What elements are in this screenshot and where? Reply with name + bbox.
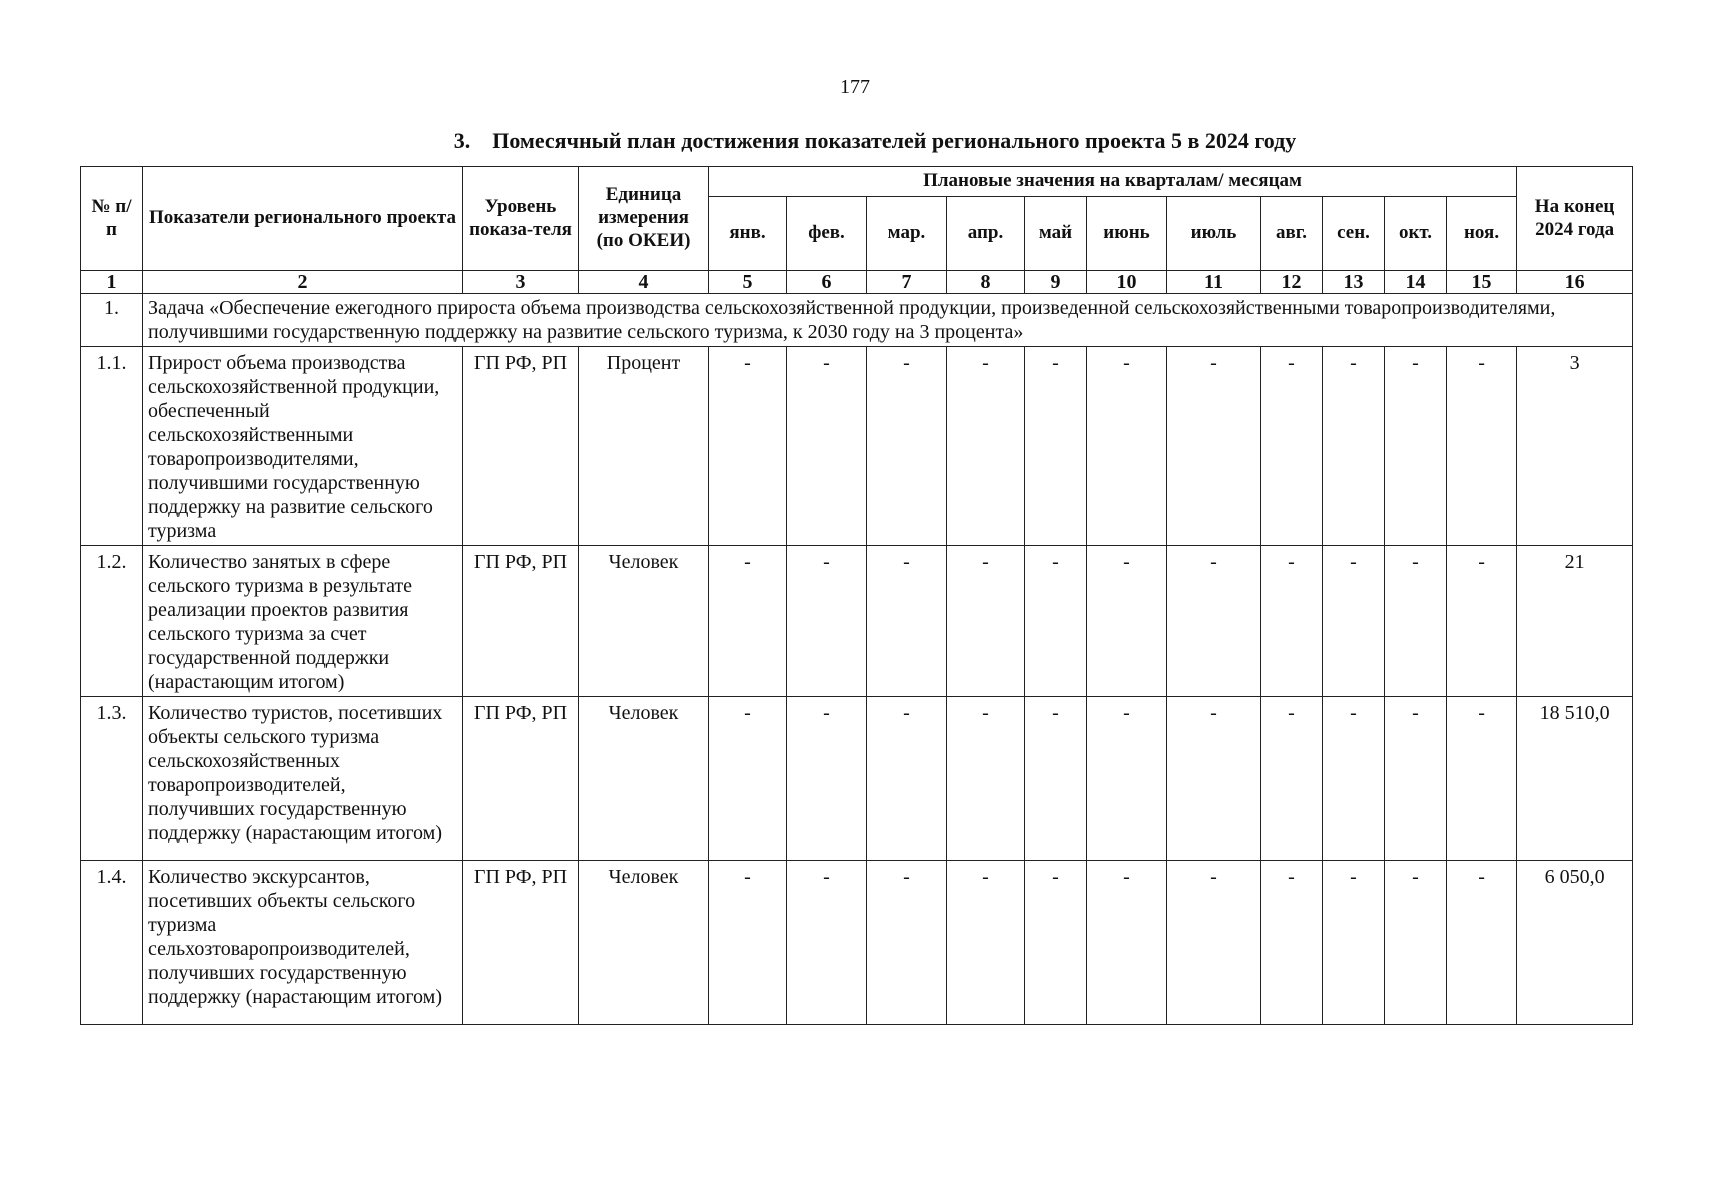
row-month-value: - <box>867 546 947 697</box>
header-month: янв. <box>709 197 787 271</box>
row-month-value: - <box>787 697 867 861</box>
page-title: 3. Помесячный план достижения показателей регионального проекта 5 в 2024 году <box>453 128 1297 153</box>
row-month-value: - <box>709 861 787 1025</box>
plan-table-container <box>80 166 1632 1025</box>
row-month-value: - <box>1323 861 1385 1025</box>
row-month-value: - <box>1323 697 1385 861</box>
row-month-value: - <box>1447 347 1517 546</box>
row-month-value: - <box>1087 697 1167 861</box>
table-row <box>81 861 1633 1025</box>
column-number: 1 <box>81 271 143 294</box>
header-level: Уровень показа-теля <box>463 167 579 271</box>
row-month-value: - <box>1025 347 1087 546</box>
header-month: май <box>1025 197 1087 271</box>
column-number: 6 <box>787 271 867 294</box>
task-row <box>81 294 1633 347</box>
column-number: 3 <box>463 271 579 294</box>
row-indicator: Прирост объема производства сельскохозяйственной продукции, обеспеченный сельскохозяйственными товаропроизводителями, получившими государственную поддержку на развитие сельского туризма <box>143 347 463 546</box>
row-month-value: - <box>1025 546 1087 697</box>
column-number: 7 <box>867 271 947 294</box>
row-level: ГП РФ, РП <box>463 861 579 1025</box>
row-level: ГП РФ, РП <box>463 347 579 546</box>
plan-table <box>80 166 1633 1025</box>
column-number: 11 <box>1167 271 1261 294</box>
row-month-value: - <box>1167 546 1261 697</box>
row-num: 1.3. <box>81 697 143 861</box>
header-indicator: Показатели регионального проекта <box>143 167 463 271</box>
row-month-value: - <box>867 861 947 1025</box>
row-month-value: - <box>1385 546 1447 697</box>
header-month: ноя. <box>1447 197 1517 271</box>
row-month-value: - <box>1167 347 1261 546</box>
row-month-value: - <box>1385 697 1447 861</box>
row-month-value: - <box>709 347 787 546</box>
row-level: ГП РФ, РП <box>463 546 579 697</box>
row-month-value: - <box>787 546 867 697</box>
row-month-value: - <box>1087 861 1167 1025</box>
row-month-value: - <box>1261 347 1323 546</box>
column-number: 9 <box>1025 271 1087 294</box>
row-end-value: 18 510,0 <box>1517 697 1633 861</box>
row-month-value: - <box>787 347 867 546</box>
table-row <box>81 697 1633 861</box>
row-month-value: - <box>1025 861 1087 1025</box>
row-month-value: - <box>787 861 867 1025</box>
column-number: 8 <box>947 271 1025 294</box>
header-num: № п/п <box>81 167 143 271</box>
table-row <box>81 347 1633 546</box>
row-indicator: Количество туристов, посетивших объекты сельского туризма сельскохозяйственных товаропроизводителей, получивших государственную поддержку (нарастающим итогом) <box>143 697 463 861</box>
header-month: мар. <box>867 197 947 271</box>
row-unit: Процент <box>579 347 709 546</box>
row-end-value: 6 050,0 <box>1517 861 1633 1025</box>
row-unit: Человек <box>579 546 709 697</box>
row-end-value: 21 <box>1517 546 1633 697</box>
row-month-value: - <box>1261 546 1323 697</box>
row-month-value: - <box>1167 861 1261 1025</box>
header-end: На конец 2024 года <box>1517 167 1633 271</box>
row-num: 1.4. <box>81 861 143 1025</box>
row-month-value: - <box>709 697 787 861</box>
row-month-value: - <box>1167 697 1261 861</box>
column-number: 16 <box>1517 271 1633 294</box>
row-unit: Человек <box>579 697 709 861</box>
row-num: 1.2. <box>81 546 143 697</box>
header-month: июнь <box>1087 197 1167 271</box>
column-number: 10 <box>1087 271 1167 294</box>
row-month-value: - <box>947 697 1025 861</box>
row-month-value: - <box>1323 347 1385 546</box>
row-month-value: - <box>947 546 1025 697</box>
header-unit: Единица измерения (по ОКЕИ) <box>579 167 709 271</box>
row-month-value: - <box>947 861 1025 1025</box>
header-month: авг. <box>1261 197 1323 271</box>
header-month: апр. <box>947 197 1025 271</box>
row-month-value: - <box>1323 546 1385 697</box>
header-plan: Плановые значения на кварталам/ месяцам <box>709 167 1517 197</box>
row-indicator: Количество занятых в сфере сельского туризма в результате реализации проектов развития сельского туризма за счет государственной поддержки (нарастающим итогом) <box>143 546 463 697</box>
row-month-value: - <box>1087 546 1167 697</box>
row-month-value: - <box>1261 697 1323 861</box>
row-month-value: - <box>1447 697 1517 861</box>
task-num: 1. <box>81 294 143 347</box>
row-month-value: - <box>1447 861 1517 1025</box>
page-number: 177 <box>840 76 870 98</box>
row-month-value: - <box>1087 347 1167 546</box>
row-month-value: - <box>947 347 1025 546</box>
header-month: сен. <box>1323 197 1385 271</box>
row-month-value: - <box>867 347 947 546</box>
column-number: 12 <box>1261 271 1323 294</box>
row-month-value: - <box>1385 861 1447 1025</box>
row-month-value: - <box>1261 861 1323 1025</box>
row-unit: Человек <box>579 861 709 1025</box>
row-month-value: - <box>1025 697 1087 861</box>
column-number: 2 <box>143 271 463 294</box>
row-month-value: - <box>1385 347 1447 546</box>
column-number: 14 <box>1385 271 1447 294</box>
header-month: окт. <box>1385 197 1447 271</box>
header-month: фев. <box>787 197 867 271</box>
table-row <box>81 546 1633 697</box>
row-level: ГП РФ, РП <box>463 697 579 861</box>
row-month-value: - <box>709 546 787 697</box>
task-text: Задача «Обеспечение ежегодного прироста объема производства сельскохозяйственной продукции, произведенной сельскохозяйственными товаропроизводителями, получившими государственную поддержку на развитие сельского туризма, к 2030 году на 3 процента» <box>143 294 1633 347</box>
column-number: 4 <box>579 271 709 294</box>
column-number: 13 <box>1323 271 1385 294</box>
header-month: июль <box>1167 197 1261 271</box>
row-indicator: Количество экскурсантов, посетивших объекты сельского туризма сельхозтоваропроизводителей, получивших государственную поддержку (нарастающим итогом) <box>143 861 463 1025</box>
row-month-value: - <box>867 697 947 861</box>
row-end-value: 3 <box>1517 347 1633 546</box>
column-number: 15 <box>1447 271 1517 294</box>
row-num: 1.1. <box>81 347 143 546</box>
row-month-value: - <box>1447 546 1517 697</box>
column-number: 5 <box>709 271 787 294</box>
